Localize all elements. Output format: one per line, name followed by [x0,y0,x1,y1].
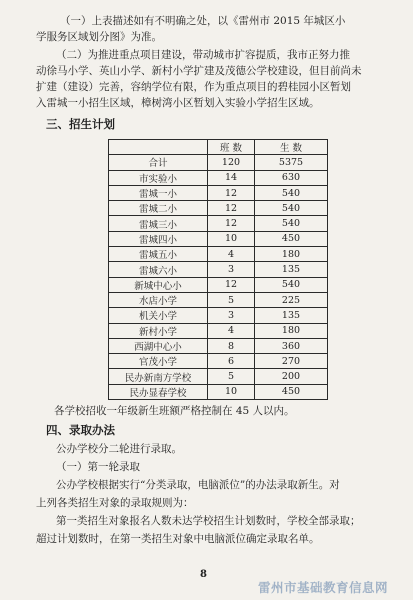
class-count-cell: 8 [208,338,255,353]
school-name-cell: 新城中心小 [109,277,208,292]
class-count-cell: 3 [208,308,255,323]
table-header-cell: 班 数 [208,140,255,155]
paragraph-line: 第一类招生对象报名人数未达学校招生计划数时，学校全部录取； [56,515,361,527]
paragraph-line: 学服务区域划分图》为准。 [36,31,162,43]
class-count-cell: 4 [208,323,255,338]
table-row [109,308,328,323]
student-count-cell: 630 [255,170,328,185]
student-count-cell: 540 [255,216,328,231]
student-count-cell: 180 [255,323,328,338]
student-count-cell: 360 [255,338,328,353]
paragraph-line: 超过计划数时，在第一类招生对象中电脑派位确定录取名单。 [36,533,320,545]
table-row [109,323,328,338]
table-row [109,216,328,231]
table-row [109,262,328,277]
section-heading: 四、录取办法 [46,423,115,437]
student-count-cell: 450 [255,231,328,246]
school-name-cell: 民办显春学校 [109,384,208,399]
class-count-cell: 10 [208,384,255,399]
school-name-cell: 雷城四小 [109,231,208,246]
student-count-cell: 225 [255,292,328,307]
paragraph-line: （二）为推进重点项目建设，带动城市扩容提质，我市正努力推 [56,49,350,61]
paragraph-line: 公办学校分二轮进行录取。 [56,443,182,455]
table-row [109,338,328,353]
school-name-cell: 雷城三小 [109,216,208,231]
paragraph-line: 公办学校根据实行“分类录取，电脑派位”的办法录取新生。对 [56,479,340,491]
student-count-cell: 180 [255,247,328,262]
student-count-cell: 540 [255,277,328,292]
paragraph-line: 动徐马小学、英山小学、新村小学扩建及茂德公学校建设，但目前尚未 [36,65,362,77]
table-row [109,354,328,369]
class-count-cell: 6 [208,354,255,369]
table-row [109,277,328,292]
class-size-note: 各学校招收一年级新生班额严格控制在 45 人以内。 [54,405,295,417]
table-row [109,201,328,216]
class-count-cell: 10 [208,231,255,246]
class-count-cell: 5 [208,369,255,384]
section-heading: 三、招生计划 [46,117,115,131]
page-number: 8 [200,569,207,580]
class-count-cell: 120 [208,155,255,170]
paragraph-line: 扩建（建设）完善，容纳学位有限，作为重点项目的碧桂园小区暂划 [36,81,351,93]
school-name-cell: 市实验小 [109,170,208,185]
class-count-cell: 3 [208,262,255,277]
student-count-cell: 135 [255,308,328,323]
class-count-cell: 12 [208,185,255,200]
paragraph-line: 上列各类招生对象的录取规则为： [36,497,194,509]
class-count-cell: 14 [208,170,255,185]
school-name-cell: 雷城二小 [109,201,208,216]
enrollment-plan-table [108,139,328,400]
table-row [109,155,328,170]
table-header-row [109,140,328,155]
table-header-cell [109,140,208,155]
table-row [109,292,328,307]
class-count-cell: 12 [208,216,255,231]
student-count-cell: 200 [255,369,328,384]
school-name-cell: 水店小学 [109,292,208,307]
paragraph-line: （一）上表描述如有不明确之处，以《雷州市 2015 年城区小 [60,15,346,27]
site-watermark: 雷州市基础教育信息网 [258,580,389,595]
school-name-cell: 雷城一小 [109,185,208,200]
student-count-cell: 540 [255,185,328,200]
table-row [109,369,328,384]
student-count-cell: 135 [255,262,328,277]
school-name-cell: 合计 [109,155,208,170]
school-name-cell: 民办新南方学校 [109,369,208,384]
school-name-cell: 雷城六小 [109,262,208,277]
class-count-cell: 12 [208,201,255,216]
table-row [109,231,328,246]
subsection-heading: （一）第一轮录取 [56,461,140,473]
class-count-cell: 4 [208,247,255,262]
student-count-cell: 450 [255,384,328,399]
student-count-cell: 270 [255,354,328,369]
paragraph-line: 入雷城一小招生区域，樟树湾小区暂划入实验小学招生区域。 [36,97,320,109]
school-name-cell: 雷城五小 [109,247,208,262]
school-name-cell: 新村小学 [109,323,208,338]
class-count-cell: 12 [208,277,255,292]
school-name-cell: 西湖中心小 [109,338,208,353]
table-header-cell: 生 数 [255,140,328,155]
student-count-cell: 5375 [255,155,328,170]
table-row [109,247,328,262]
class-count-cell: 5 [208,292,255,307]
table-row [109,185,328,200]
school-name-cell: 官茂小学 [109,354,208,369]
table-row [109,384,328,399]
school-name-cell: 机关小学 [109,308,208,323]
student-count-cell: 540 [255,201,328,216]
table-row [109,170,328,185]
